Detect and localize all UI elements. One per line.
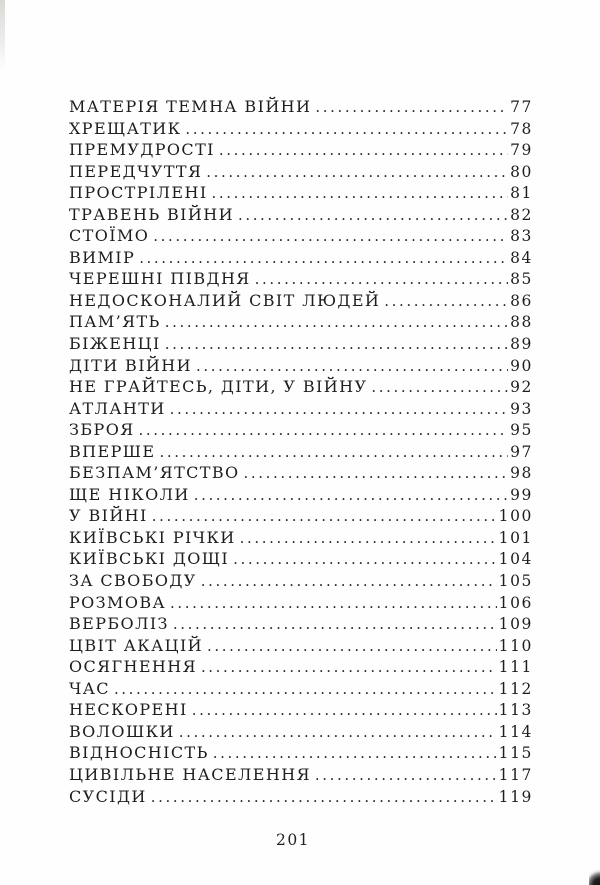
- toc-entry-title: КИЇВСЬКІ РІЧКИ: [69, 527, 236, 547]
- toc-dot-leader: [213, 743, 497, 762]
- toc-entry-title: ПАМ’ЯТЬ: [69, 312, 161, 332]
- toc-entry-title: ЩЕ НІКОЛИ: [69, 484, 190, 504]
- toc-entry-title: ВПЕРШЕ: [69, 441, 156, 461]
- toc-entry-title: ВІДНОСНІСТЬ: [69, 743, 209, 763]
- toc-entry-page: 100: [498, 507, 533, 526]
- toc-entry: [69, 291, 533, 313]
- toc-dot-leader: [240, 528, 497, 547]
- toc-entry-page: 80: [510, 162, 533, 181]
- toc-entry: [69, 162, 533, 184]
- toc-entry-title: НЕСКОРЕНІ: [69, 700, 188, 720]
- toc-entry-page: 93: [510, 399, 533, 418]
- toc-dot-leader: [152, 506, 497, 525]
- toc-entry: [69, 377, 533, 399]
- toc-entry: [69, 420, 533, 442]
- toc-entry: [69, 636, 533, 658]
- toc-entry: [69, 463, 533, 485]
- toc-entry-title: БІЖЕНЦІ: [69, 334, 161, 354]
- toc-entry-page: 95: [510, 421, 533, 440]
- toc-entry-title: НЕДОСКОНАЛИЙ СВІТ ЛЮДЕЙ: [69, 290, 381, 310]
- toc-dot-leader: [179, 722, 497, 741]
- toc-dot-leader: [233, 549, 496, 568]
- toc-entry-page: 86: [510, 291, 533, 310]
- toc-dot-leader: [153, 226, 508, 245]
- toc-entry-title: ЗБРОЯ: [69, 420, 135, 440]
- toc-dot-leader: [255, 269, 508, 288]
- toc-entry-title: СУСІДИ: [69, 786, 147, 806]
- toc-dot-leader: [139, 248, 508, 267]
- toc-list: [69, 97, 533, 808]
- toc-entry-page: 90: [510, 356, 533, 375]
- toc-entry: [69, 399, 533, 421]
- toc-entry-title: ПРЕМУДРОСТІ: [69, 140, 215, 160]
- toc-entry: [69, 700, 533, 722]
- toc-entry-page: 79: [510, 141, 533, 160]
- toc-entry-page: 117: [498, 765, 533, 784]
- toc-entry: [69, 334, 533, 356]
- toc-entry: [69, 679, 533, 701]
- toc-entry-page: 78: [510, 119, 533, 138]
- toc-dot-leader: [170, 399, 508, 418]
- toc-entry-page: 92: [510, 378, 533, 397]
- toc-entry-title: ДІТИ ВІЙНИ: [69, 355, 192, 375]
- toc-entry: [69, 571, 533, 593]
- toc-dot-leader: [194, 485, 508, 504]
- toc-entry: [69, 183, 533, 205]
- toc-dot-leader: [151, 787, 497, 806]
- toc-dot-leader: [192, 700, 497, 719]
- toc-entry-title: ВИМІР: [69, 247, 136, 267]
- toc-entry: [69, 787, 533, 809]
- page-number: 201: [275, 831, 311, 849]
- toc-entry-title: АТЛАНТИ: [69, 398, 166, 418]
- toc-entry-title: ЗА СВОБОДУ: [69, 571, 197, 591]
- toc-entry-title: ПЕРЕДЧУТТЯ: [69, 161, 203, 181]
- toc-dot-leader: [206, 162, 508, 181]
- toc-entry: [69, 549, 533, 571]
- toc-dot-leader: [165, 312, 508, 331]
- toc-dot-leader: [170, 593, 497, 612]
- toc-entry: [69, 765, 533, 787]
- toc-entry-title: ЦИВІЛЬНЕ НАСЕЛЕННЯ: [69, 764, 311, 784]
- toc-entry-title: ПРОСТРІЛЕНІ: [69, 183, 208, 203]
- toc-entry-title: БЕЗПАМ’ЯТСТВО: [69, 463, 240, 483]
- toc-dot-leader: [165, 334, 508, 353]
- toc-dot-leader: [196, 356, 508, 375]
- toc-entry: [69, 743, 533, 765]
- toc-dot-leader: [139, 420, 509, 439]
- toc-entry-page: 110: [498, 636, 533, 655]
- toc-dot-leader: [201, 657, 497, 676]
- toc-entry-page: 111: [498, 658, 533, 677]
- toc-entry-page: 97: [510, 442, 533, 461]
- toc-entry-page: 77: [510, 98, 533, 116]
- toc-entry: [69, 506, 533, 528]
- toc-dot-leader: [371, 377, 508, 396]
- toc-entry-title: ВЕРБОЛІЗ: [69, 614, 169, 634]
- toc-entry: [69, 119, 533, 141]
- toc-entry-title: ОСЯГНЕННЯ: [69, 657, 197, 677]
- toc-dot-leader: [219, 140, 508, 159]
- toc-entry-page: 119: [498, 787, 533, 806]
- toc-entry: [69, 356, 533, 378]
- toc-entry-page: 114: [498, 722, 533, 741]
- toc-dot-leader: [114, 679, 497, 698]
- toc-entry: [69, 205, 533, 227]
- toc-entry: [69, 722, 533, 744]
- toc-entry-title: РОЗМОВА: [69, 592, 167, 612]
- toc-entry: [69, 485, 533, 507]
- toc-entry-title: ХРЕЩАТИК: [69, 118, 182, 138]
- toc-entry-page: 89: [510, 335, 533, 354]
- toc-entry-page: 112: [498, 679, 533, 698]
- toc-entry-title: ЧЕРЕШНІ ПІВДНЯ: [69, 269, 251, 289]
- toc-entry-title: КИЇВСЬКІ ДОЩІ: [69, 549, 230, 569]
- toc-entry-page: 81: [510, 184, 533, 203]
- toc-entry: [69, 269, 533, 291]
- scan-smudge: [589, 869, 600, 885]
- toc-entry-page: 82: [510, 205, 533, 224]
- toc-dot-leader: [185, 119, 508, 138]
- toc-entry: [69, 226, 533, 248]
- toc-entry-title: ТРАВЕНЬ ВІЙНИ: [69, 204, 234, 224]
- toc-entry-page: 105: [498, 572, 533, 591]
- toc-entry-title: ВОЛОШКИ: [69, 721, 175, 741]
- toc-entry-page: 101: [498, 528, 533, 547]
- toc-entry-page: 98: [510, 464, 533, 483]
- toc-entry: [69, 614, 533, 636]
- toc-dot-leader: [212, 183, 509, 202]
- toc-entry: [69, 442, 533, 464]
- toc-entry: [69, 97, 533, 119]
- toc-entry: [69, 528, 533, 550]
- toc-entry-page: 113: [498, 701, 533, 720]
- toc-dot-leader: [201, 571, 497, 590]
- toc-dot-leader: [384, 291, 508, 310]
- toc-entry-page: 83: [510, 227, 533, 246]
- toc-dot-leader: [207, 636, 497, 655]
- toc-entry-title: У ВІЙНІ: [69, 506, 148, 526]
- toc-entry-page: 106: [498, 593, 533, 612]
- toc-dot-leader: [173, 614, 497, 633]
- toc-entry: [69, 140, 533, 162]
- scan-edge-shadow: [0, 0, 5, 70]
- toc-entry-page: 109: [498, 615, 533, 634]
- toc-dot-leader: [315, 97, 508, 116]
- toc-entry: [69, 248, 533, 270]
- toc-entry-page: 85: [510, 270, 533, 289]
- toc-dot-leader: [160, 442, 509, 461]
- toc-entry: [69, 312, 533, 334]
- toc-entry: [69, 657, 533, 679]
- toc-entry-page: 99: [510, 485, 533, 504]
- toc-entry-page: 84: [510, 248, 533, 267]
- toc-entry-title: СТОЇМО: [69, 226, 150, 246]
- toc-entry-page: 88: [510, 313, 533, 332]
- toc-dot-leader: [238, 205, 508, 224]
- toc-entry-title: ЦВІТ АКАЦІЙ: [69, 635, 204, 655]
- toc-dot-leader: [244, 463, 509, 482]
- toc-entry-title: МАТЕРІЯ ТЕМНА ВІЙНИ: [69, 97, 312, 116]
- toc-dot-leader: [315, 765, 497, 784]
- toc-entry: [69, 593, 533, 615]
- toc-entry-title: ЧАС: [69, 678, 110, 698]
- toc-entry-title: НЕ ГРАЙТЕСЬ, ДІТИ, У ВІЙНУ: [69, 377, 368, 397]
- toc-entry-page: 104: [498, 550, 533, 569]
- toc-entry-page: 115: [498, 744, 533, 763]
